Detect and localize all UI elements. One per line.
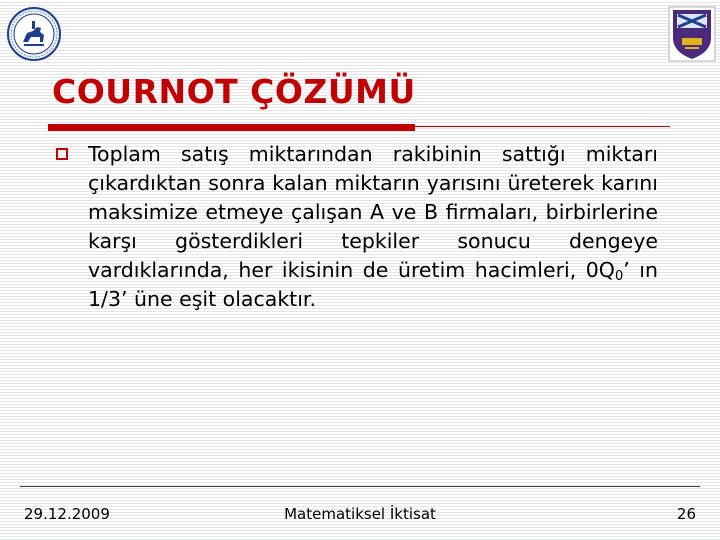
slide-title: COURNOT ÇÖZÜMÜ — [52, 72, 416, 111]
bullet-text — [88, 140, 658, 314]
footer-divider — [20, 486, 700, 487]
university-seal-logo — [6, 6, 62, 62]
bullet-subscript: 0 — [614, 269, 624, 284]
faculty-shield-logo — [668, 6, 716, 62]
footer-course-title: Matematiksel İktisat — [284, 505, 436, 523]
title-underline-accent — [48, 124, 415, 131]
footer-date: 29.12.2009 — [24, 505, 110, 523]
bullet-square-icon — [56, 148, 68, 160]
bullet-text-part: Toplam satış miktarından rakibinin sattığı miktarı çıkardıktan sonra kalan miktarın yarısını üreterek karını maksimize etmeye çalışan A ve B firmaları, birbirlerine karşı gösterdikleri tepkiler sonucu dengeye vardıklarında, her ikisinin de üretim hacimleri, 0Q — [88, 142, 658, 282]
bullet-text-part: ’ ın 1/3’ üne eşit olacaktır. — [88, 258, 658, 311]
page-number: 26 — [676, 505, 696, 523]
